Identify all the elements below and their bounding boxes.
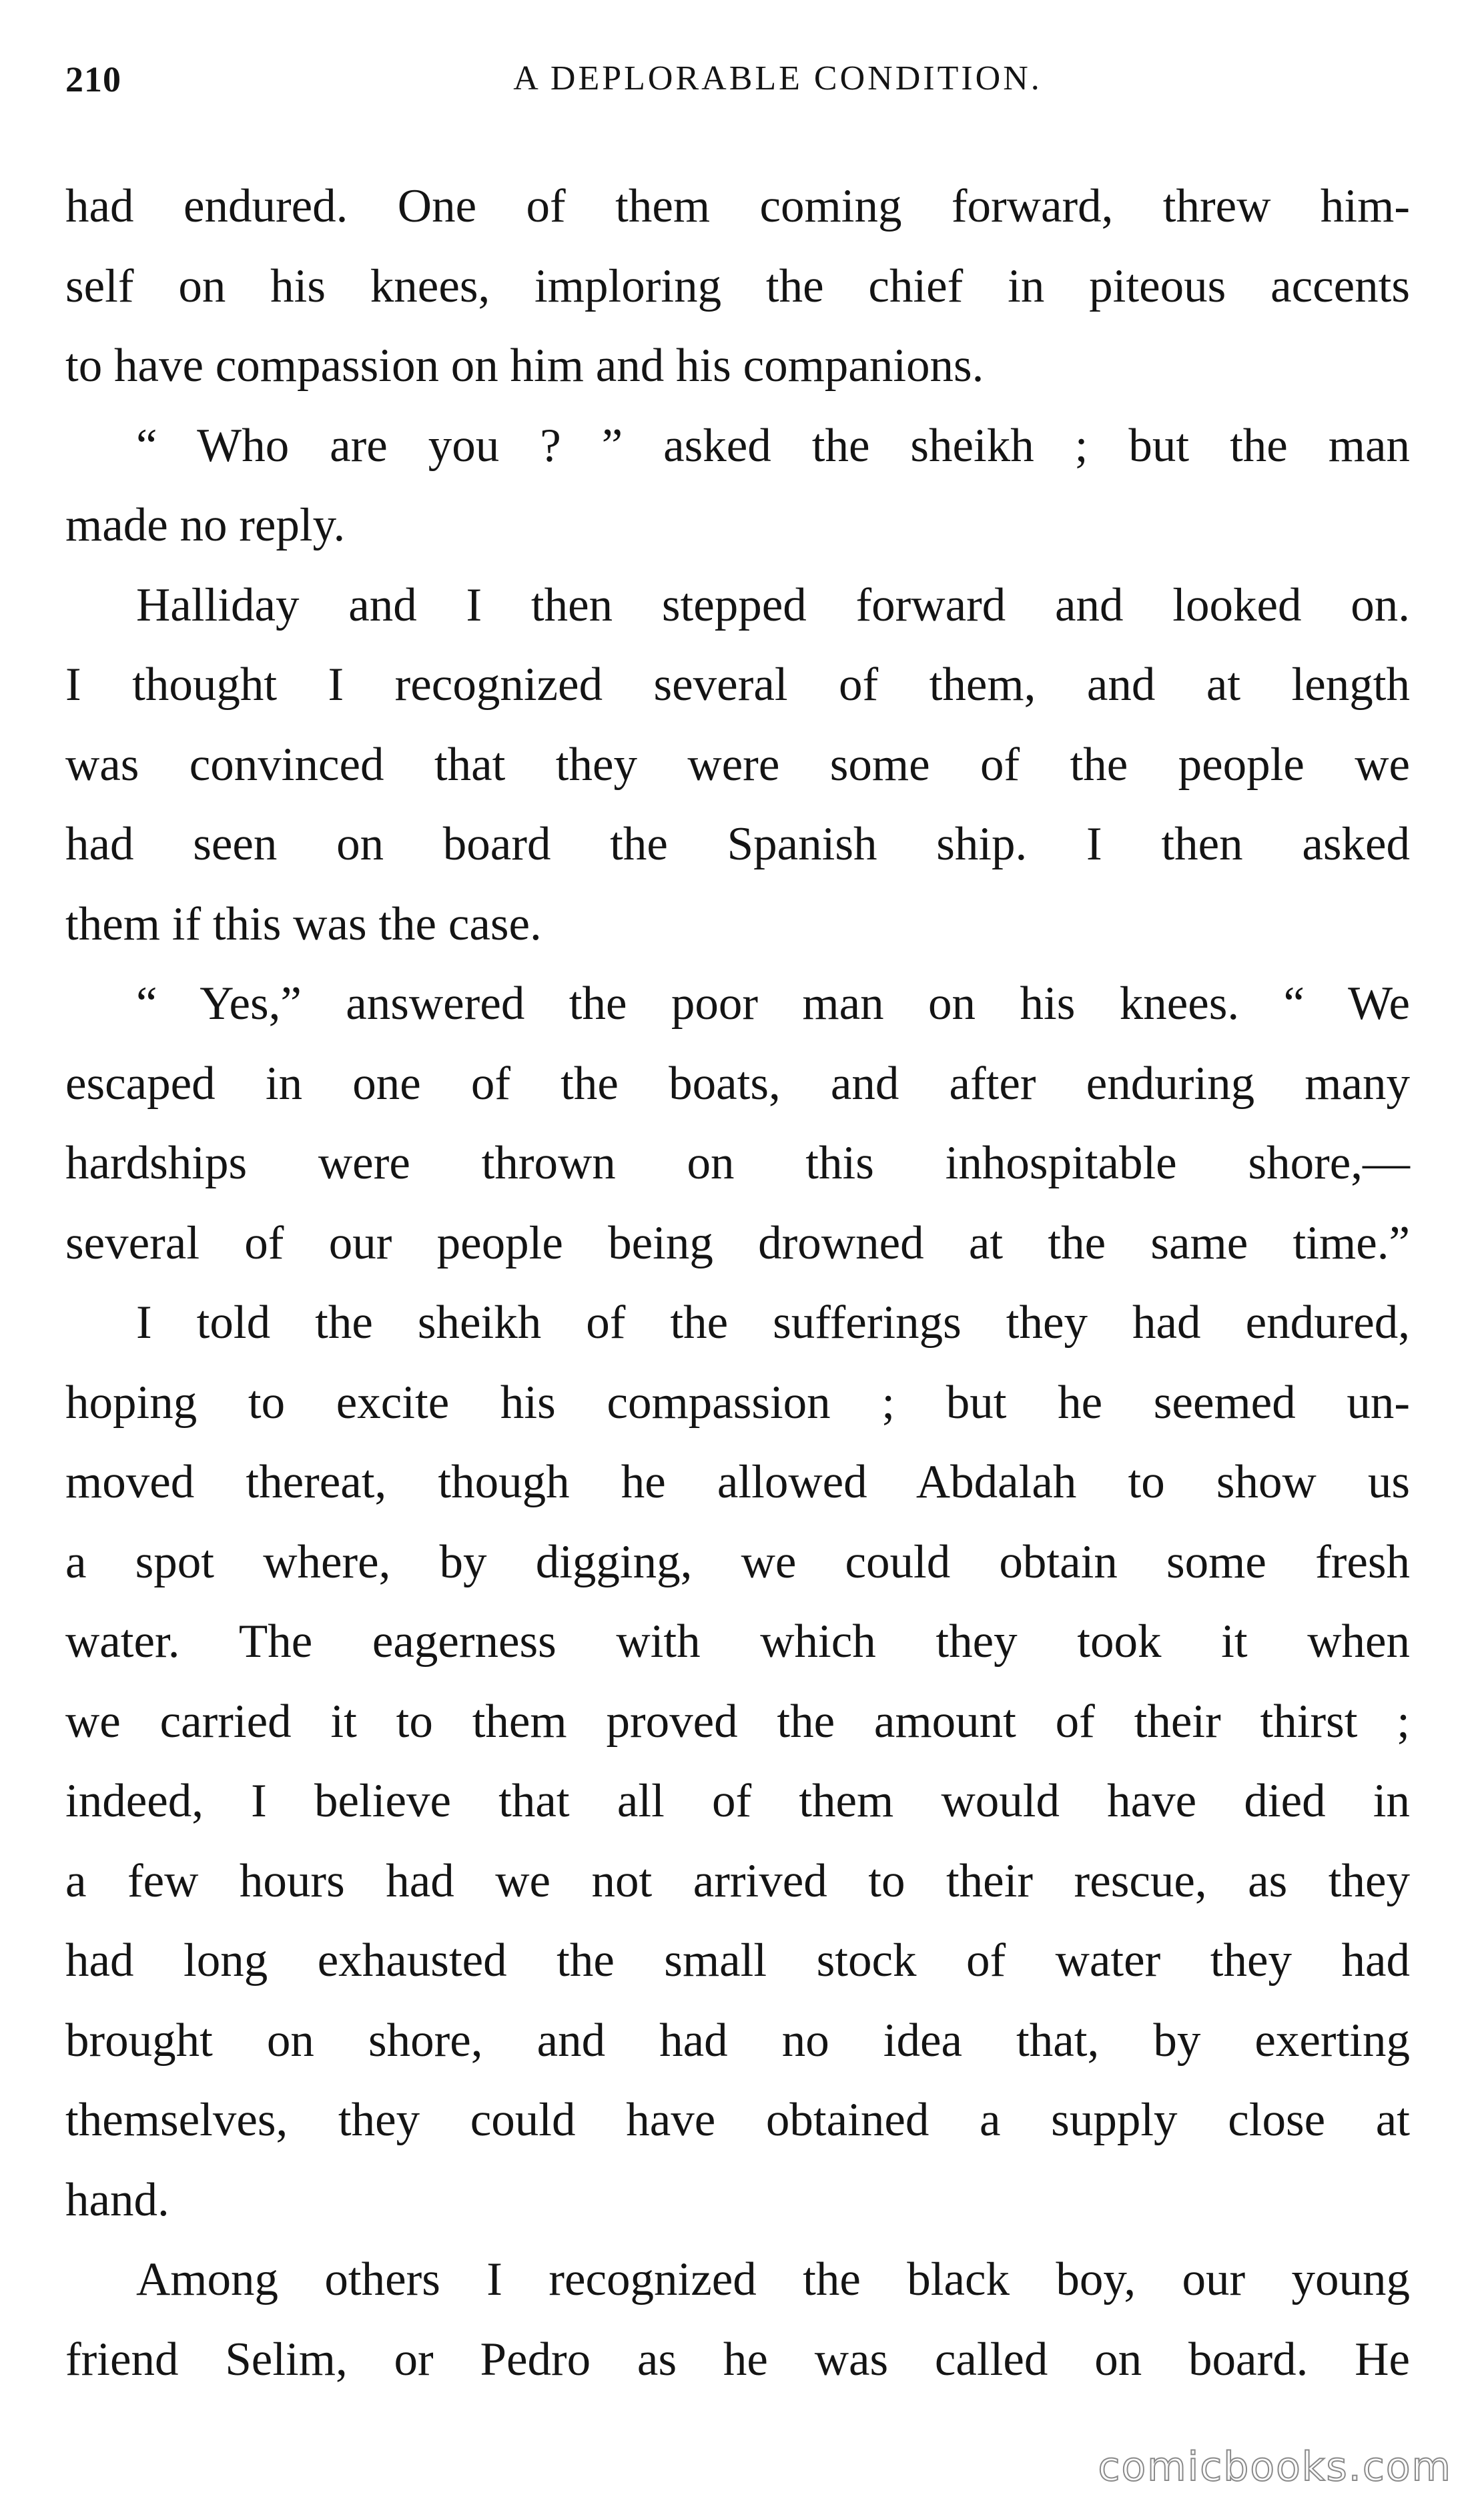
text-line: made no reply. xyxy=(65,499,346,551)
text-line: “ Who are you ? ” asked the sheikh ; but the man xyxy=(136,419,1410,472)
text-line: several of our people being drowned at the same time.” xyxy=(65,1216,1410,1269)
body-text xyxy=(65,167,1410,2400)
text-line: had long exhausted the small stock of water they had xyxy=(65,1934,1410,1987)
running-title: A DEPLORABLE CONDITION. xyxy=(513,59,1042,97)
text-line: was convinced that they were some of the people we xyxy=(65,738,1410,791)
text-line: Halliday and I then stepped forward and looked on. xyxy=(136,579,1410,631)
watermark: comicbooks.com xyxy=(1098,2444,1452,2490)
text-line: I told the sheikh of the sufferings they had endured, xyxy=(136,1297,1410,1349)
text-line: had seen on board the Spanish ship. I then asked xyxy=(65,818,1410,870)
text-line: a few hours had we not arrived to their rescue, as they xyxy=(65,1854,1410,1907)
paragraph xyxy=(65,1283,1410,2240)
text-line: themselves, they could have obtained a supply close at xyxy=(65,2094,1410,2146)
text-line: them if this was the case. xyxy=(65,898,542,950)
paragraph xyxy=(65,406,1410,566)
text-line: Among others I recognized the black boy, our young xyxy=(136,2253,1410,2305)
text-line: a spot where, by digging, we could obtain some fresh xyxy=(65,1535,1410,1588)
text-line: self on his knees, imploring the chief in piteous accents xyxy=(65,260,1410,312)
text-line: to have compassion on him and his companions. xyxy=(65,340,984,392)
paragraph xyxy=(65,167,1410,406)
text-line: we carried it to them proved the amount of their thirst ; xyxy=(65,1695,1410,1748)
text-line: hoping to excite his compassion ; but he seemed un- xyxy=(65,1376,1410,1429)
text-line: escaped in one of the boats, and after enduring many xyxy=(65,1057,1410,1110)
page-number: 210 xyxy=(65,59,121,99)
text-line: brought on shore, and had no idea that, by exerting xyxy=(65,2014,1410,2067)
text-line: had endured. One of them coming forward, threw him- xyxy=(65,180,1410,232)
text-line: hardships were thrown on this inhospitable shore,— xyxy=(65,1137,1410,1189)
paragraph xyxy=(65,2240,1410,2400)
text-line: friend Selim, or Pedro as he was called on board. He xyxy=(65,2333,1410,2386)
text-line: indeed, I believe that all of them would have died in xyxy=(65,1775,1410,1827)
text-line: water. The eagerness with which they took it when xyxy=(65,1616,1410,1668)
text-line: hand. xyxy=(65,2173,169,2226)
text-line: I thought I recognized several of them, and at length xyxy=(65,659,1410,711)
running-head xyxy=(65,59,1410,119)
text-line: “ Yes,” answered the poor man on his knees. “ We xyxy=(136,978,1410,1030)
paragraph xyxy=(65,964,1410,1283)
text-line: moved thereat, though he allowed Abdalah to show us xyxy=(65,1456,1410,1508)
paragraph xyxy=(65,566,1410,965)
